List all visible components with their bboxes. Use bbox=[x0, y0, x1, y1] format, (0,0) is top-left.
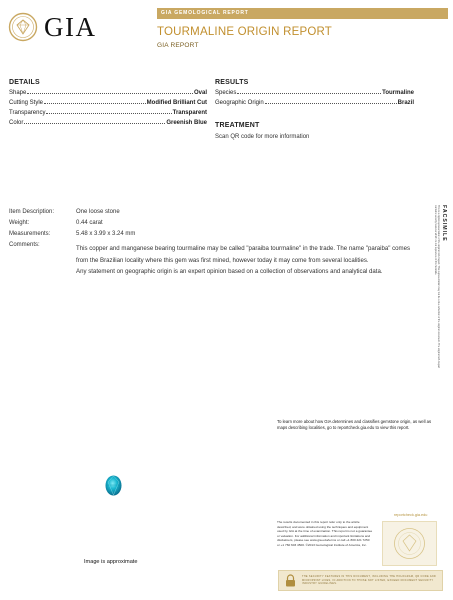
gem-oval-icon bbox=[105, 475, 122, 496]
detail-row-transparency: Transparency Transparent bbox=[9, 110, 207, 116]
details-list bbox=[9, 90, 207, 130]
info-row-comments: Comments: bbox=[9, 242, 40, 248]
details-heading: DETAILS bbox=[9, 79, 40, 86]
reportcheck-link[interactable]: reportcheck.gia.edu bbox=[394, 513, 428, 517]
report-banner: GIA GEMOLOGICAL REPORT bbox=[157, 8, 448, 19]
detail-row-cutting-style: Cutting Style Modified Brilliant Cut bbox=[9, 100, 207, 106]
comments-paragraph-2: Any statement on geographic origin is an expert opinion based on a collection of observations and analytical data. bbox=[76, 268, 383, 275]
image-caption: Image is approximate bbox=[84, 559, 138, 565]
facsimile-text: This is a digital representation of the original GIA Report. This representation may not be a true reflection of the original document. The original GIA Report contains security features which do not reproduce in this facsimile. bbox=[434, 205, 440, 369]
treatment-heading: TREATMENT bbox=[215, 122, 260, 129]
security-note: THE SECURITY FEATURES IN THIS DOCUMENT, INCLUDING THE HOLOGRAM, QR CODE AND MICROPRINT LINES, IN ADDITION TO THOSE NOT LISTED, EXCEED DOCUMENT SECURITY INDUSTRY GUIDELINES. bbox=[302, 575, 436, 586]
result-value: Tourmaline bbox=[382, 90, 414, 96]
hologram-seal-icon bbox=[382, 521, 437, 566]
comments-paragraph-1: This copper and manganese bearing tourmaline may be called "paraiba tourmaline" in the trade. The name "paraiba" comes from the Brazilian locality where this gem was first mined, however today it may come from several localities. bbox=[76, 245, 411, 264]
info-row-weight: Weight: 0.44 carat bbox=[9, 220, 103, 226]
disclaimer-text: The results documented in this report refer only to the article described, and were obtained using the techniques and equipment used by GIA at the time of examination. This report is not a guarantee or valuation. For additional information and important limitations and disclaimers, please see www.gia.edu/terms or call +1 800 421 7250 or +1 760 603 4500. ©2013 Gemological Institute of America, Inc. bbox=[277, 520, 373, 547]
results-heading: RESULTS bbox=[215, 79, 249, 86]
gia-logo bbox=[8, 9, 120, 45]
info-row-item-description: Item Description: One loose stone bbox=[9, 209, 120, 215]
detail-value: Transparent bbox=[172, 110, 207, 116]
gia-seal-icon bbox=[8, 12, 38, 42]
result-row-species: Species Tourmaline bbox=[215, 90, 414, 96]
learn-more-text: To learn more about how GIA determines and classifies gemstone origin, as well as maps describing localities, go to reportcheck.gia.edu to view this report. bbox=[277, 419, 432, 431]
lock-icon bbox=[283, 574, 297, 588]
report-title: TOURMALINE ORIGIN REPORT bbox=[157, 26, 332, 38]
hologram-seal bbox=[382, 521, 437, 566]
result-value: Brazil bbox=[397, 100, 414, 106]
result-row-geographic-origin: Geographic Origin Brazil bbox=[215, 100, 414, 106]
info-row-measurements: Measurements: 5.48 x 3.99 x 3.24 mm bbox=[9, 231, 136, 237]
detail-row-shape: Shape Oval bbox=[9, 90, 207, 96]
logo-wordmark: GIA bbox=[44, 11, 97, 42]
report-subtitle: GIA REPORT bbox=[157, 42, 199, 49]
detail-row-color: Color Greenish Blue bbox=[9, 120, 207, 126]
security-features-box bbox=[278, 570, 443, 591]
detail-value: Oval bbox=[193, 90, 207, 96]
treatment-text: Scan QR code for more information bbox=[215, 134, 310, 140]
gemstone-image bbox=[105, 475, 122, 496]
facsimile-notice bbox=[433, 205, 447, 375]
results-list bbox=[215, 90, 414, 110]
detail-value: Modified Brilliant Cut bbox=[146, 100, 207, 106]
facsimile-title: FACSIMILE bbox=[441, 205, 447, 242]
detail-value: Greenish Blue bbox=[166, 120, 207, 126]
comments-text bbox=[76, 243, 414, 278]
